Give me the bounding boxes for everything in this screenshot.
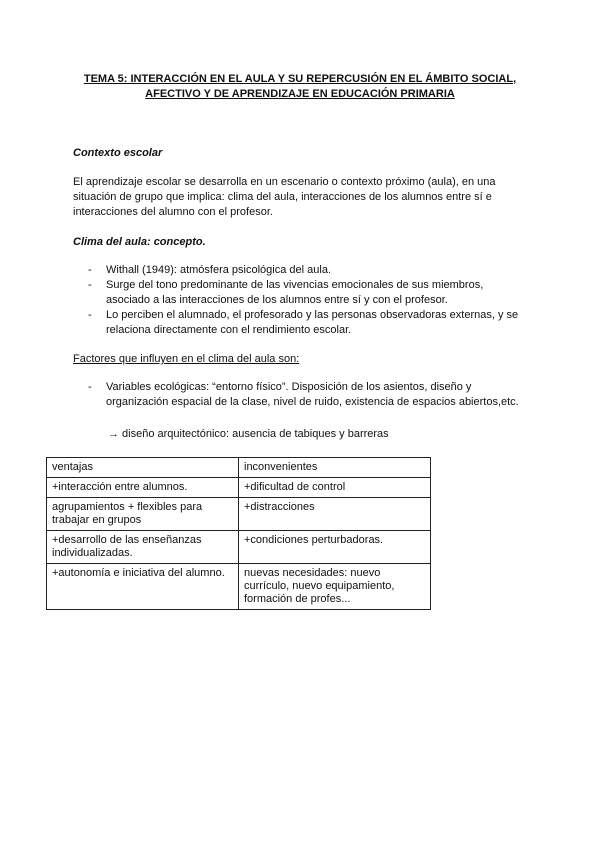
list-item-line: organización espacial de la clase, nivel de ruido, existencia de espacios abiertos,etc. bbox=[106, 396, 519, 408]
heading-clima-del-aula: Clima del aula: concepto. bbox=[73, 236, 206, 248]
title-line-2: AFECTIVO Y DE APRENDIZAJE EN EDUCACIÓN PRIMARIA bbox=[145, 88, 455, 100]
paragraph-contexto bbox=[73, 175, 533, 220]
list-item bbox=[88, 263, 533, 278]
table-cell: +condiciones perturbadoras. bbox=[239, 531, 431, 564]
table-cell: +interacción entre alumnos. bbox=[47, 478, 239, 498]
list-item-line: Surge del tono predominante de las vivencias emocionales de sus miembros, bbox=[106, 279, 484, 291]
factores-bullet-list bbox=[88, 380, 533, 410]
arrow-note: → diseño arquitectónico: ausencia de tabiques y barreras bbox=[108, 428, 389, 440]
clima-bullet-list bbox=[88, 263, 533, 338]
table-row bbox=[47, 458, 431, 478]
table-cell: nuevas necesidades: nuevo currículo, nuevo equipamiento, formación de profes... bbox=[239, 564, 431, 610]
table-cell: ventajas bbox=[47, 458, 239, 478]
heading-factores: Factores que influyen en el clima del aula son: bbox=[73, 353, 300, 365]
ventajas-inconvenientes-table bbox=[46, 457, 431, 610]
list-item-line: relaciona directamente con el rendimiento escolar. bbox=[106, 324, 352, 336]
table-cell: +autonomía e iniciativa del alumno. bbox=[47, 564, 239, 610]
table-cell: +dificultad de control bbox=[239, 478, 431, 498]
bullet-dash: - bbox=[88, 309, 92, 321]
title-line-1: TEMA 5: INTERACCIÓN EN EL AULA Y SU REPERCUSIÓN EN EL ÁMBITO SOCIAL, bbox=[83, 73, 517, 85]
list-item bbox=[88, 380, 533, 410]
bullet-dash: - bbox=[88, 381, 92, 393]
table-row bbox=[47, 564, 431, 610]
bullet-dash: - bbox=[88, 264, 92, 276]
list-item-line: Lo perciben el alumnado, el profesorado y las personas observadoras externas, y se bbox=[106, 309, 519, 321]
table-row bbox=[47, 478, 431, 498]
paragraph-line: situación de grupo que implica: clima del aula, interacciones de los alumnos entre sí e bbox=[73, 191, 492, 203]
table-row bbox=[47, 531, 431, 564]
table-cell: +distracciones bbox=[239, 498, 431, 531]
page-title bbox=[60, 72, 540, 102]
list-item-line: asociado a las interacciones de los alumnos entre sí y con el profesor. bbox=[106, 294, 448, 306]
list-item bbox=[88, 278, 533, 308]
bullet-dash: - bbox=[88, 279, 92, 291]
table-cell: agrupamientos + flexibles para trabajar en grupos bbox=[47, 498, 239, 531]
table-cell: inconvenientes bbox=[239, 458, 431, 478]
table-row bbox=[47, 498, 431, 531]
list-item-line: Withall (1949): atmósfera psicológica del aula. bbox=[106, 264, 332, 276]
heading-contexto-escolar: Contexto escolar bbox=[73, 147, 163, 159]
list-item bbox=[88, 308, 533, 338]
table-cell: +desarrollo de las enseñanzas individualizadas. bbox=[47, 531, 239, 564]
paragraph-line: El aprendizaje escolar se desarrolla en un escenario o contexto próximo (aula), en una bbox=[73, 176, 496, 188]
paragraph-line: interacciones del alumno con el profesor. bbox=[73, 206, 273, 218]
list-item-line: Variables ecológicas: “entorno físico”. Disposición de los asientos, diseño y bbox=[106, 381, 472, 393]
